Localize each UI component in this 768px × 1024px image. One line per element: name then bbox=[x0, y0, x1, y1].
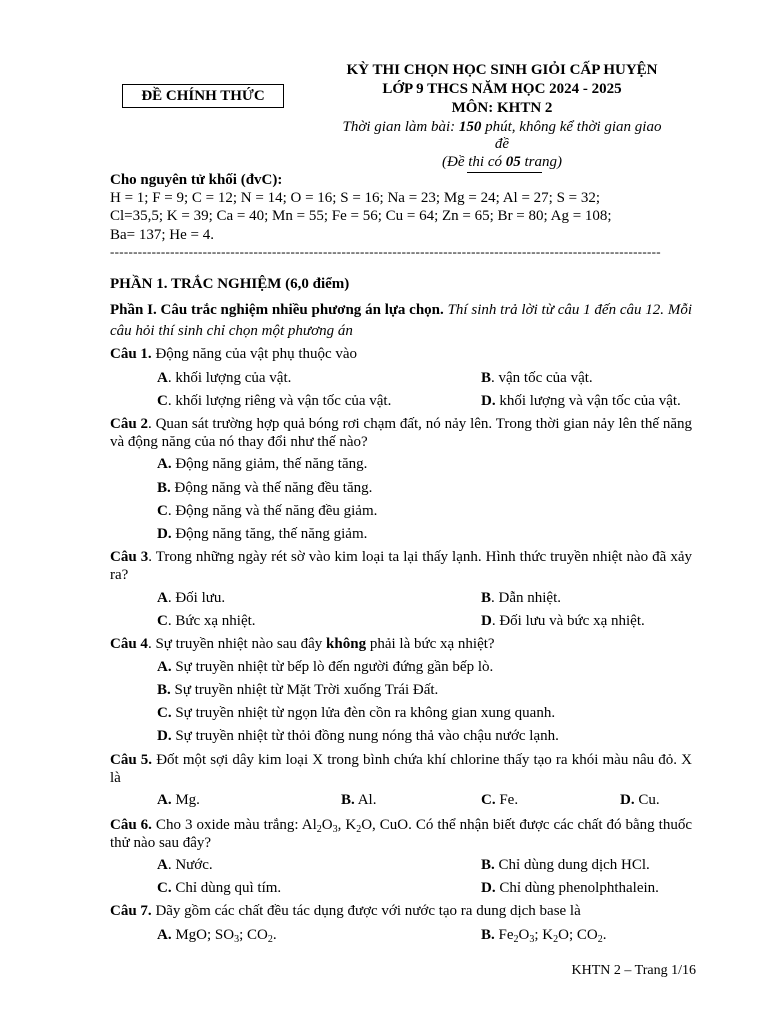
question-5: Câu 5. Đốt một sợi dây kim loại X trong bình chứa khí chlorine thấy tạo ra khói màu nâu đỏ. X là bbox=[110, 752, 692, 786]
official-exam-box bbox=[122, 84, 284, 108]
question-6: Câu 6. Cho 3 oxide màu trắng: $Al_2O_3$, $K_2O$, CuO. Có thể nhận biết được các chất đó bằng thuốc thử nào sau đây? bbox=[110, 817, 692, 851]
question-1: Câu 1. Động năng của vật phụ thuộc vào bbox=[110, 346, 358, 362]
atomic-mass-line-3: Ba= 137; He = 4. bbox=[110, 227, 214, 243]
q6-option-a[interactable]: A. Nước. bbox=[157, 857, 213, 873]
separator-line: ----------------------------------------------------------------------------------------------------------------------- bbox=[110, 244, 661, 259]
section-title: PHẦN 1. TRẮC NGHIỆM (6,0 điểm) bbox=[110, 276, 350, 292]
q3-option-b[interactable]: B. Dẫn nhiệt. bbox=[481, 590, 561, 606]
q1-option-b[interactable]: B. vận tốc của vật. bbox=[481, 370, 593, 386]
q4-option-d[interactable]: D. Sự truyền nhiệt từ thỏi đồng nung nóng thả vào chậu nước lạnh. bbox=[157, 728, 559, 744]
q2-option-a[interactable]: A. Động năng giảm, thế năng tăng. bbox=[157, 456, 368, 472]
q5-option-a[interactable]: A. Mg. bbox=[157, 792, 200, 808]
q3-option-a[interactable]: A. Đối lưu. bbox=[157, 590, 226, 606]
question-2: Câu 2. Quan sát trường hợp quả bóng rơi chạm đất, nó nảy lên. Trong thời gian nảy lên thế năng và động năng của nó thay đổi như thế nào? bbox=[110, 416, 692, 450]
q2-option-d[interactable]: D. Động năng tăng, thế năng giảm. bbox=[157, 526, 368, 542]
q1-option-a[interactable]: A. khối lượng của vật. bbox=[157, 370, 292, 386]
part1-instructions: Phần I. Câu trắc nghiệm nhiều phương án lựa chọn. Thí sinh trả lời từ câu 1 đến câu 12. Mỗi câu hỏi thí sinh chỉ chọn một phương án bbox=[110, 302, 692, 339]
q5-option-b[interactable]: B. Al. bbox=[341, 792, 377, 808]
exam-grade: LỚP 9 THCS NĂM HỌC 2024 - 2025 bbox=[382, 81, 622, 97]
question-3: Câu 3. Trong những ngày rét sờ vào kim loại ta lại thấy lạnh. Hình thức truyền nhiệt nào đã xảy ra? bbox=[110, 549, 692, 583]
q2-option-b[interactable]: B. Động năng và thế năng đều tăng. bbox=[157, 480, 373, 496]
atomic-mass-label: Cho nguyên tử khối (đvC): bbox=[110, 172, 283, 188]
question-7: Câu 7. Dãy gồm các chất đều tác dụng được với nước tạo ra dung dịch base là bbox=[110, 903, 581, 919]
q3-option-d[interactable]: D. Đối lưu và bức xạ nhiệt. bbox=[481, 613, 645, 629]
q6-option-d[interactable]: D. Chỉ dùng phenolphthalein. bbox=[481, 880, 659, 896]
q1-option-c[interactable]: C. khối lượng riêng và vận tốc của vật. bbox=[157, 393, 392, 409]
question-4: Câu 4. Sự truyền nhiệt nào sau đây không phải là bức xạ nhiệt? bbox=[110, 636, 495, 652]
atomic-mass-line-2: Cl=35,5; K = 39; Ca = 40; Mn = 55; Fe = 56; Cu = 64; Zn = 65; Br = 80; Ag = 108; bbox=[110, 208, 612, 224]
exam-time-cont: đề bbox=[494, 136, 510, 152]
exam-pages: (Đề thi có 05 trang) bbox=[442, 154, 562, 170]
q7-option-a[interactable]: A. MgO; $SO_3$; $CO_2$. bbox=[157, 927, 277, 945]
q3-option-c[interactable]: C. Bức xạ nhiệt. bbox=[157, 613, 256, 629]
exam-time: Thời gian làm bài: 150 phút, không kể thời gian giao bbox=[342, 119, 662, 135]
q5-option-d[interactable]: D. Cu. bbox=[620, 792, 660, 808]
q5-option-c[interactable]: C. Fe. bbox=[481, 792, 519, 808]
exam-title: KỲ THI CHỌN HỌC SINH GIỎI CẤP HUYỆN bbox=[346, 62, 658, 78]
q4-option-c[interactable]: C. Sự truyền nhiệt từ ngọn lửa đèn cồn ra không gian xung quanh. bbox=[157, 705, 556, 721]
q6-option-b[interactable]: B. Chỉ dùng dung dịch HCl. bbox=[481, 857, 650, 873]
q7-option-b[interactable]: B. $Fe_2O_3$; $K_2O$; $CO_2$. bbox=[481, 927, 607, 945]
q1-option-d[interactable]: D. khối lượng và vận tốc của vật. bbox=[481, 393, 681, 409]
official-label: ĐỀ CHÍNH THỨC bbox=[141, 88, 265, 104]
q4-option-b[interactable]: B. Sự truyền nhiệt từ Mặt Trời xuống Trái Đất. bbox=[157, 682, 439, 698]
q4-option-a[interactable]: A. Sự truyền nhiệt từ bếp lò đến người đứng gần bếp lò. bbox=[157, 659, 494, 675]
page-footer: KHTN 2 – Trang 1/16 bbox=[571, 963, 696, 978]
q2-option-c[interactable]: C. Động năng và thế năng đều giảm. bbox=[157, 503, 378, 519]
exam-subject: MÔN: KHTN 2 bbox=[451, 100, 553, 116]
q6-option-c[interactable]: C. Chỉ dùng quì tím. bbox=[157, 880, 282, 896]
atomic-mass-line-1: H = 1; F = 9; C = 12; N = 14; O = 16; S = 16; Na = 23; Mg = 24; Al = 27; S = 32; bbox=[110, 190, 601, 206]
